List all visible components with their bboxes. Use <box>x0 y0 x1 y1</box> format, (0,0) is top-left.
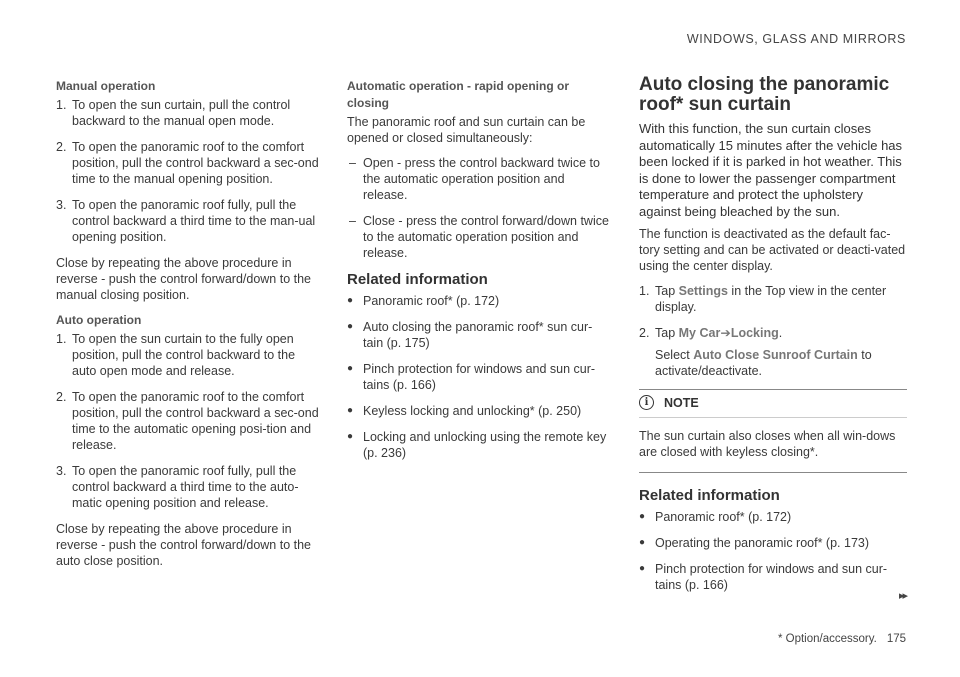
note-text: The sun curtain also closes when all win-dows are closed with keyless closing*. <box>639 429 896 459</box>
related-link[interactable]: ● Panoramic roof* (p. 172) <box>639 510 792 524</box>
related-link[interactable]: ● Pinch protection for windows and sun cur-tains (p. 166) <box>347 362 596 392</box>
list-item: 2. Tap My Car➔Locking. Select Auto Close Sunroof Curtain to activate/deactivate. <box>639 326 872 378</box>
section-title: Auto closing the panoramic roof* sun curtain <box>639 74 890 115</box>
note-box <box>639 389 907 473</box>
lead-paragraph: With this function, the sun curtain closes automatically 15 minutes after the vehicle has been locked if it is parked in hot weather. This is done to lower the passenger compartment temperature and protect the upholstery against being bleached by the sun. <box>639 121 903 219</box>
rapid-operation-heading: Automatic operation - rapid opening or closing <box>347 79 569 110</box>
note-header <box>639 395 907 418</box>
related-link[interactable]: ● Pinch protection for windows and sun cur-tains (p. 166) <box>639 562 888 592</box>
next-page-icon[interactable]: ▸▸ <box>898 590 906 602</box>
page-number: 175 <box>886 633 906 645</box>
running-header: WINDOWS, GLASS AND MIRRORS <box>686 32 906 46</box>
related-link[interactable]: ● Operating the panoramic roof* (p. 173) <box>639 536 870 550</box>
settings-steps <box>639 283 907 379</box>
list-item: 1. To open the sun curtain to the fully open position, pull the control backward to the auto open mode and release. <box>56 332 296 378</box>
list-item: 3. To open the panoramic roof fully, pull the control backward a third time to the man-ual opening position. <box>56 198 316 244</box>
list-item: – Open - press the control backward twice to the automatic operation position and release. <box>349 156 600 202</box>
related-info-heading: Related information <box>347 271 488 288</box>
page-footer <box>768 633 906 645</box>
info-icon: i <box>639 395 654 410</box>
related-link[interactable]: ● Keyless locking and unlocking* (p. 250) <box>347 404 582 418</box>
column-left <box>56 78 322 578</box>
list-item: 1. To open the sun curtain, pull the control backward to the manual open mode. <box>56 98 291 128</box>
related-links <box>347 293 609 461</box>
locking-link[interactable]: Locking <box>730 326 779 340</box>
note-label: NOTE <box>664 395 699 410</box>
list-item: 2. To open the panoramic roof to the comfort position, pull the control backward a sec-ond time to the manual opening position. <box>56 140 319 186</box>
body-paragraph: The function is deactivated as the default fac-tory setting and can be activated or deacti-vated using the center display. <box>639 227 906 273</box>
manual-operation-heading: Manual operation <box>56 79 156 93</box>
manual-closing-text: Close by repeating the above procedure in reverse - push the control forward/down to the manual closing position. <box>56 256 311 302</box>
list-item: 3. To open the panoramic roof fully, pull the control backward a third time to the auto-matic opening position and release. <box>56 464 299 510</box>
related-links <box>639 509 907 593</box>
auto-operation-heading: Auto operation <box>56 313 142 327</box>
related-link[interactable]: ● Panoramic roof* (p. 172) <box>347 294 500 308</box>
auto-close-sunroof-curtain-link[interactable]: Auto Close Sunroof Curtain <box>693 348 858 362</box>
settings-link[interactable]: Settings <box>678 284 728 298</box>
column-right <box>639 74 907 603</box>
list-item: – Close - press the control forward/down twice to the automatic operation position and release. <box>349 214 609 260</box>
rapid-intro: The panoramic roof and sun curtain can be opened or closed simultaneously: <box>347 115 586 145</box>
related-info-heading: Related information <box>639 487 780 504</box>
auto-closing-text: Close by repeating the above procedure in reverse - push the control forward/down to the auto close position. <box>56 522 311 568</box>
manual-steps <box>56 97 322 245</box>
footnote: * Option/accessory. <box>777 633 877 645</box>
related-link[interactable]: ● Auto closing the panoramic roof* sun cur-tain (p. 175) <box>347 320 593 350</box>
my-car-link[interactable]: My Car <box>678 326 721 340</box>
list-item: 2. To open the panoramic roof to the comfort position, pull the control backward a sec-ond time to the automatic opening posi-tion and release. <box>56 390 319 452</box>
auto-steps <box>56 331 322 511</box>
column-middle <box>347 78 609 471</box>
related-link[interactable]: ● Locking and unlocking using the remote key (p. 236) <box>347 430 607 460</box>
arrow-right-icon: ➔ <box>720 326 731 340</box>
list-item: 1. Tap Settings in the Top view in the center display. <box>639 284 887 314</box>
rapid-items <box>347 155 609 261</box>
